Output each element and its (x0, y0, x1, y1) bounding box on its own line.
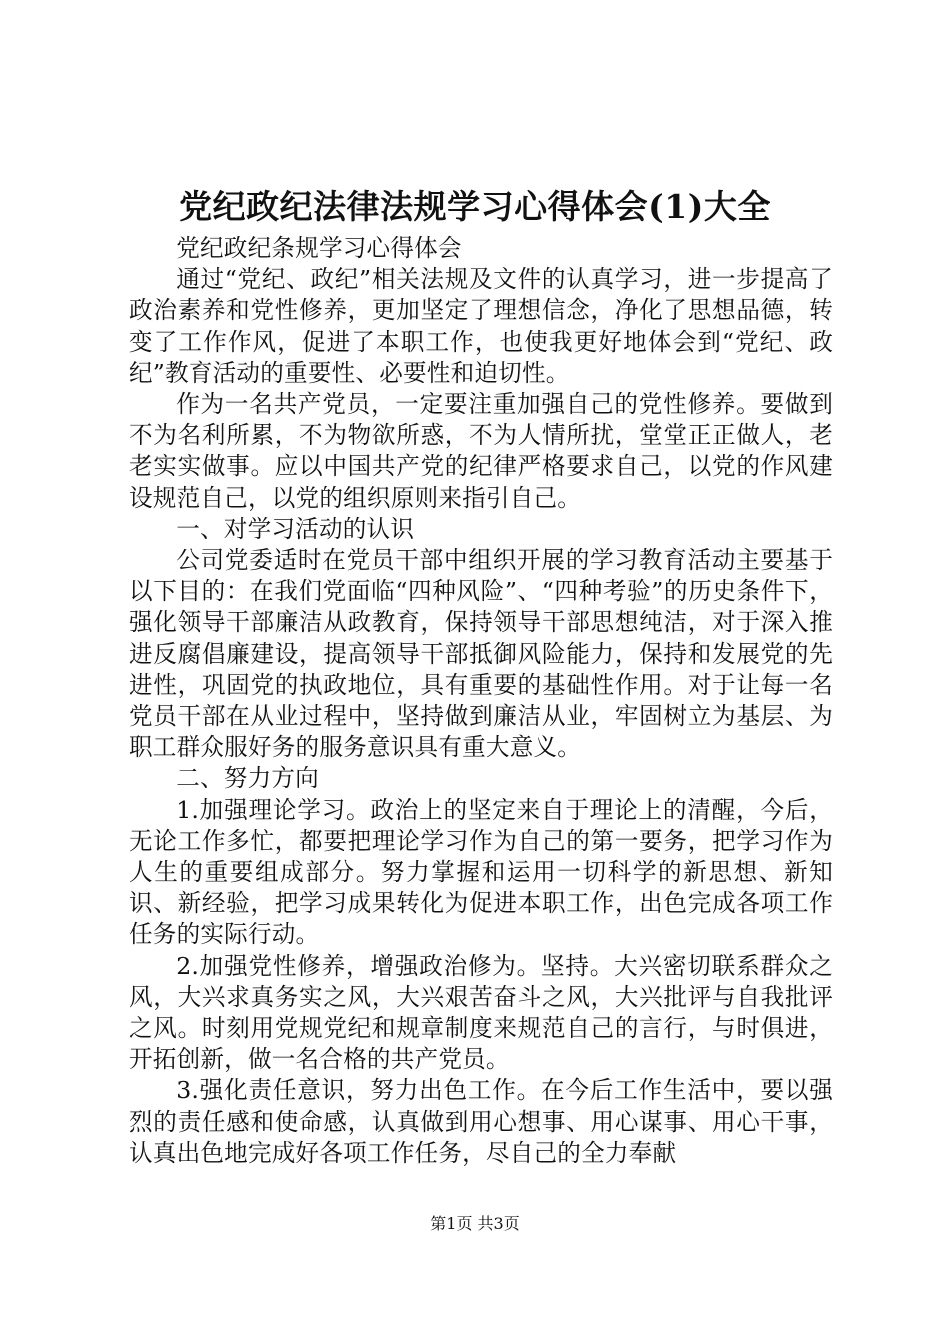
document-title: 党纪政纪法律法规学习心得体会(1)大全 (179, 187, 771, 226)
document-body (129, 233, 833, 1169)
paragraph: 通过“党纪、政纪”相关法规及文件的认真学习，进一步提高了政治素养和党性修养，更加坚定了理想信念，净化了思想品德，转变了工作作风，促进了本职工作，也使我更好地体会到“党纪、政纪”教育活动的重要性、必要性和迫切性。 (129, 265, 833, 387)
page-footer: 第1页 共3页 (430, 1214, 520, 1233)
paragraph: 作为一名共产党员，一定要注重加强自己的党性修养。要做到不为名利所累，不为物欲所惑，不为人情所扰，堂堂正正做人，老老实实做事。应以中国共产党的纪律严格要求自己，以党的作风建设规范自己，以党的组织原则来指引自己。 (129, 390, 833, 512)
paragraph-subtitle: 党纪政纪条规学习心得体会 (176, 234, 462, 262)
paragraph: 1.加强理论学习。政治上的坚定来自于理论上的清醒，今后，无论工作多忙，都要把理论学习作为自己的第一要务，把学习作为人生的重要组成部分。努力掌握和运用一切科学的新思想、新知识、新经验，把学习成果转化为促进本职工作，出色完成各项工作任务的实际行动。 (129, 795, 833, 949)
paragraph: 3.强化责任意识，努力出色工作。在今后工作生活中，要以强烈的责任感和使命感，认真做到用心想事、用心谋事、用心干事，认真出色地完成好各项工作任务，尽自己的全力奉献 (129, 1076, 833, 1167)
section-heading: 一、对学习活动的认识 (176, 514, 415, 543)
paragraph: 2.加强党性修养，增强政治修为。坚持。大兴密切联系群众之风，大兴求真务实之风，大兴艰苦奋斗之风，大兴批评与自我批评之风。时刻用党规党纪和规章制度来规范自己的言行，与时俱进，开拓创新，做一名合格的共产党员。 (129, 951, 833, 1074)
section-heading: 二、努力方向 (176, 764, 319, 793)
paragraph: 公司党委适时在党员干部中组织开展的学习教育活动主要基于以下目的：在我们党面临“四种风险”、“四种考验”的历史条件下，强化领导干部廉洁从政教育，保持领导干部思想纯洁，对于深入推进反腐倡廉建设，提高领导干部抵御风险能力，保持和发展党的先进性，巩固党的执政地位，具有重要的基础性作用。对于让每一名党员干部在从业过程中，坚持做到廉洁从业，牢固树立为基层、为职工群众服好务的服务意识具有重大意义。 (129, 546, 833, 762)
